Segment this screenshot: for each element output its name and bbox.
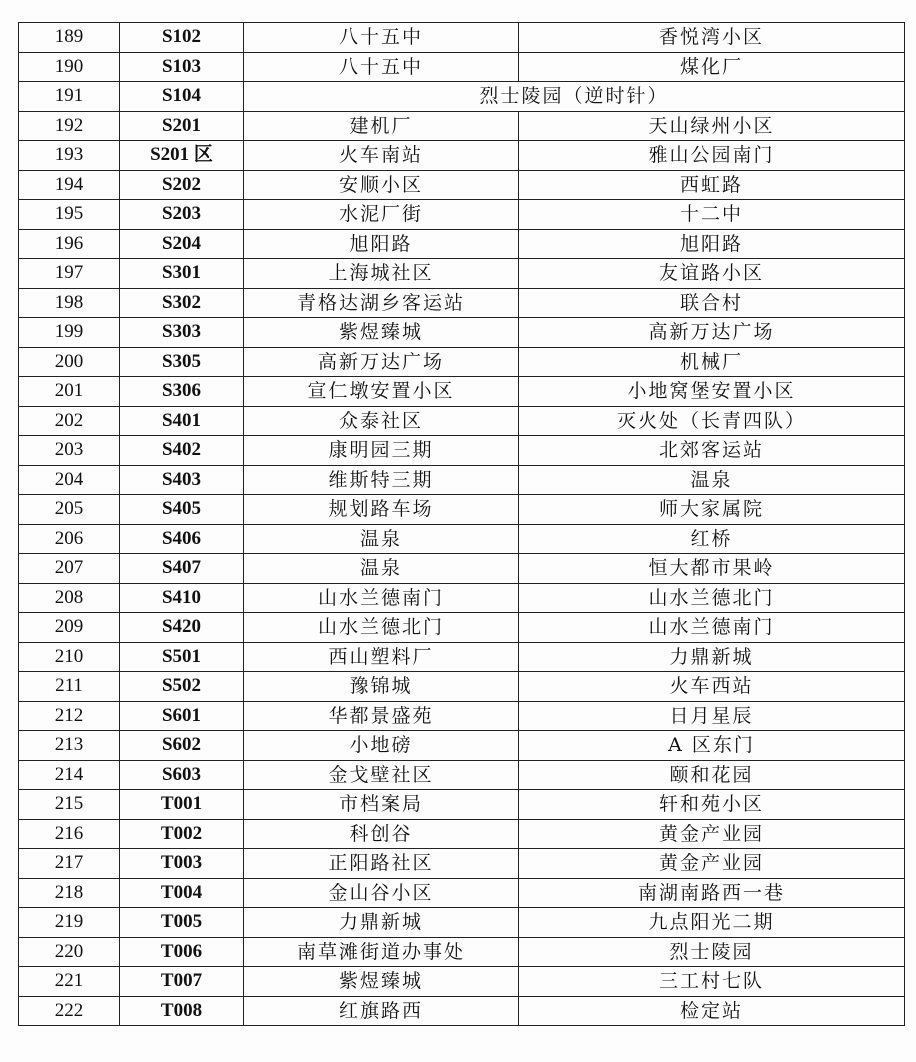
table-row: [19, 23, 905, 53]
start-stop-cell: 山水兰德南门: [244, 583, 519, 613]
row-number-cell: 222: [19, 996, 120, 1026]
start-stop-cell: 火车南站: [244, 141, 519, 171]
table-row: [19, 318, 905, 348]
start-stop-cell: 豫锦城: [244, 672, 519, 702]
table-row: [19, 495, 905, 525]
start-stop-cell: 规划路车场: [244, 495, 519, 525]
start-stop-cell: 八十五中: [244, 23, 519, 53]
end-stop-cell: 轩和苑小区: [519, 790, 905, 820]
row-number-cell: 194: [19, 170, 120, 200]
start-stop-cell: 八十五中: [244, 52, 519, 82]
end-stop-cell: 力鼎新城: [519, 642, 905, 672]
table-row: [19, 377, 905, 407]
start-stop-cell: 市档案局: [244, 790, 519, 820]
end-stop-cell: 香悦湾小区: [519, 23, 905, 53]
end-stop-cell: 师大家属院: [519, 495, 905, 525]
start-stop-cell: 青格达湖乡客运站: [244, 288, 519, 318]
table-row: [19, 170, 905, 200]
row-number-cell: 203: [19, 436, 120, 466]
row-number-cell: 221: [19, 967, 120, 997]
route-code-cell: S402: [120, 436, 244, 466]
route-code-cell: S401: [120, 406, 244, 436]
route-code-cell: S102: [120, 23, 244, 53]
route-code-cell: S502: [120, 672, 244, 702]
route-code-cell: S104: [120, 82, 244, 112]
row-number-cell: 211: [19, 672, 120, 702]
table-row: [19, 731, 905, 761]
row-number-cell: 213: [19, 731, 120, 761]
route-table-body: [19, 23, 905, 1026]
start-stop-cell: 山水兰德北门: [244, 613, 519, 643]
table-row: [19, 111, 905, 141]
route-code-cell: T008: [120, 996, 244, 1026]
end-stop-cell: 恒大都市果岭: [519, 554, 905, 584]
table-row: [19, 790, 905, 820]
end-stop-cell: 九点阳光二期: [519, 908, 905, 938]
row-number-cell: 216: [19, 819, 120, 849]
row-number-cell: 210: [19, 642, 120, 672]
start-stop-cell: 小地磅: [244, 731, 519, 761]
end-stop-cell: 友谊路小区: [519, 259, 905, 289]
row-number-cell: 209: [19, 613, 120, 643]
table-row: [19, 554, 905, 584]
table-row: [19, 996, 905, 1026]
route-code-cell: S602: [120, 731, 244, 761]
start-stop-cell: 安顺小区: [244, 170, 519, 200]
start-stop-cell: 维斯特三期: [244, 465, 519, 495]
table-row: [19, 288, 905, 318]
route-code-cell: T002: [120, 819, 244, 849]
end-stop-cell: 煤化厂: [519, 52, 905, 82]
route-code-cell: S204: [120, 229, 244, 259]
route-code-cell: S420: [120, 613, 244, 643]
route-code-cell: T005: [120, 908, 244, 938]
start-stop-cell: 众泰社区: [244, 406, 519, 436]
start-stop-cell: 水泥厂街: [244, 200, 519, 230]
table-row: [19, 406, 905, 436]
start-stop-cell: 温泉: [244, 524, 519, 554]
row-number-cell: 206: [19, 524, 120, 554]
table-row: [19, 642, 905, 672]
row-number-cell: 205: [19, 495, 120, 525]
end-stop-cell: 小地窝堡安置小区: [519, 377, 905, 407]
row-number-cell: 202: [19, 406, 120, 436]
end-stop-cell: 日月星辰: [519, 701, 905, 731]
table-row: [19, 937, 905, 967]
table-row: [19, 583, 905, 613]
table-row: [19, 52, 905, 82]
row-number-cell: 204: [19, 465, 120, 495]
start-stop-cell: 西山塑料厂: [244, 642, 519, 672]
row-number-cell: 219: [19, 908, 120, 938]
row-number-cell: 199: [19, 318, 120, 348]
route-code-cell: S403: [120, 465, 244, 495]
table-row: [19, 819, 905, 849]
row-number-cell: 200: [19, 347, 120, 377]
start-stop-cell: 旭阳路: [244, 229, 519, 259]
end-stop-cell: 山水兰德北门: [519, 583, 905, 613]
route-code-cell: T003: [120, 849, 244, 879]
route-code-cell: S407: [120, 554, 244, 584]
route-code-cell: T004: [120, 878, 244, 908]
table-row: [19, 141, 905, 171]
end-stop-cell: 旭阳路: [519, 229, 905, 259]
start-stop-cell: 紫煜臻城: [244, 318, 519, 348]
end-stop-cell: 烈士陵园: [519, 937, 905, 967]
start-stop-cell: 紫煜臻城: [244, 967, 519, 997]
row-number-cell: 212: [19, 701, 120, 731]
table-row: [19, 613, 905, 643]
table-row: [19, 347, 905, 377]
start-stop-cell: 科创谷: [244, 819, 519, 849]
route-code-cell: S305: [120, 347, 244, 377]
end-stop-cell: 火车西站: [519, 672, 905, 702]
table-row: [19, 465, 905, 495]
table-row: [19, 82, 905, 112]
table-row: [19, 878, 905, 908]
route-code-cell: S301: [120, 259, 244, 289]
end-stop-cell: 天山绿州小区: [519, 111, 905, 141]
table-row: [19, 672, 905, 702]
start-stop-cell: 金山谷小区: [244, 878, 519, 908]
start-stop-cell: 上海城社区: [244, 259, 519, 289]
start-stop-cell: 宣仁墩安置小区: [244, 377, 519, 407]
end-stop-cell: 温泉: [519, 465, 905, 495]
row-number-cell: 220: [19, 937, 120, 967]
loop-route-cell: 烈士陵园（逆时针）: [244, 82, 905, 112]
end-stop-cell: 黄金产业园: [519, 819, 905, 849]
start-stop-cell: 康明园三期: [244, 436, 519, 466]
row-number-cell: 192: [19, 111, 120, 141]
end-stop-cell: 联合村: [519, 288, 905, 318]
row-number-cell: 217: [19, 849, 120, 879]
route-code-cell: S203: [120, 200, 244, 230]
row-number-cell: 198: [19, 288, 120, 318]
start-stop-cell: 南草滩街道办事处: [244, 937, 519, 967]
end-stop-cell: 北郊客运站: [519, 436, 905, 466]
row-number-cell: 215: [19, 790, 120, 820]
start-stop-cell: 华都景盛苑: [244, 701, 519, 731]
route-code-cell: T001: [120, 790, 244, 820]
start-stop-cell: 建机厂: [244, 111, 519, 141]
route-code-cell: S603: [120, 760, 244, 790]
route-code-cell: T006: [120, 937, 244, 967]
route-code-cell: S501: [120, 642, 244, 672]
table-row: [19, 760, 905, 790]
route-code-cell: S306: [120, 377, 244, 407]
table-row: [19, 967, 905, 997]
end-stop-cell: 黄金产业园: [519, 849, 905, 879]
route-code-cell: S302: [120, 288, 244, 318]
route-code-cell: S410: [120, 583, 244, 613]
bus-route-table: [18, 22, 905, 1026]
end-stop-cell: 南湖南路西一巷: [519, 878, 905, 908]
table-row: [19, 524, 905, 554]
table-row: [19, 701, 905, 731]
end-stop-cell: 颐和花园: [519, 760, 905, 790]
end-stop-cell: A 区东门: [519, 731, 905, 761]
end-stop-cell: 三工村七队: [519, 967, 905, 997]
route-code-cell: S201 区: [120, 141, 244, 171]
end-stop-cell: 西虹路: [519, 170, 905, 200]
row-number-cell: 193: [19, 141, 120, 171]
row-number-cell: 214: [19, 760, 120, 790]
route-code-cell: S303: [120, 318, 244, 348]
end-stop-cell: 机械厂: [519, 347, 905, 377]
start-stop-cell: 红旗路西: [244, 996, 519, 1026]
end-stop-cell: 山水兰德南门: [519, 613, 905, 643]
row-number-cell: 195: [19, 200, 120, 230]
row-number-cell: 190: [19, 52, 120, 82]
row-number-cell: 218: [19, 878, 120, 908]
route-code-cell: T007: [120, 967, 244, 997]
row-number-cell: 197: [19, 259, 120, 289]
table-row: [19, 436, 905, 466]
row-number-cell: 196: [19, 229, 120, 259]
table-row: [19, 200, 905, 230]
row-number-cell: 189: [19, 23, 120, 53]
end-stop-cell: 雅山公园南门: [519, 141, 905, 171]
table-row: [19, 229, 905, 259]
route-code-cell: S405: [120, 495, 244, 525]
start-stop-cell: 正阳路社区: [244, 849, 519, 879]
row-number-cell: 208: [19, 583, 120, 613]
table-row: [19, 908, 905, 938]
end-stop-cell: 高新万达广场: [519, 318, 905, 348]
end-stop-cell: 灭火处（长青四队）: [519, 406, 905, 436]
start-stop-cell: 高新万达广场: [244, 347, 519, 377]
end-stop-cell: 红桥: [519, 524, 905, 554]
row-number-cell: 207: [19, 554, 120, 584]
table-row: [19, 259, 905, 289]
end-stop-cell: 检定站: [519, 996, 905, 1026]
route-code-cell: S601: [120, 701, 244, 731]
start-stop-cell: 力鼎新城: [244, 908, 519, 938]
table-row: [19, 849, 905, 879]
route-code-cell: S202: [120, 170, 244, 200]
start-stop-cell: 温泉: [244, 554, 519, 584]
row-number-cell: 201: [19, 377, 120, 407]
route-code-cell: S103: [120, 52, 244, 82]
route-code-cell: S406: [120, 524, 244, 554]
end-stop-cell: 十二中: [519, 200, 905, 230]
start-stop-cell: 金戈壁社区: [244, 760, 519, 790]
route-code-cell: S201: [120, 111, 244, 141]
row-number-cell: 191: [19, 82, 120, 112]
